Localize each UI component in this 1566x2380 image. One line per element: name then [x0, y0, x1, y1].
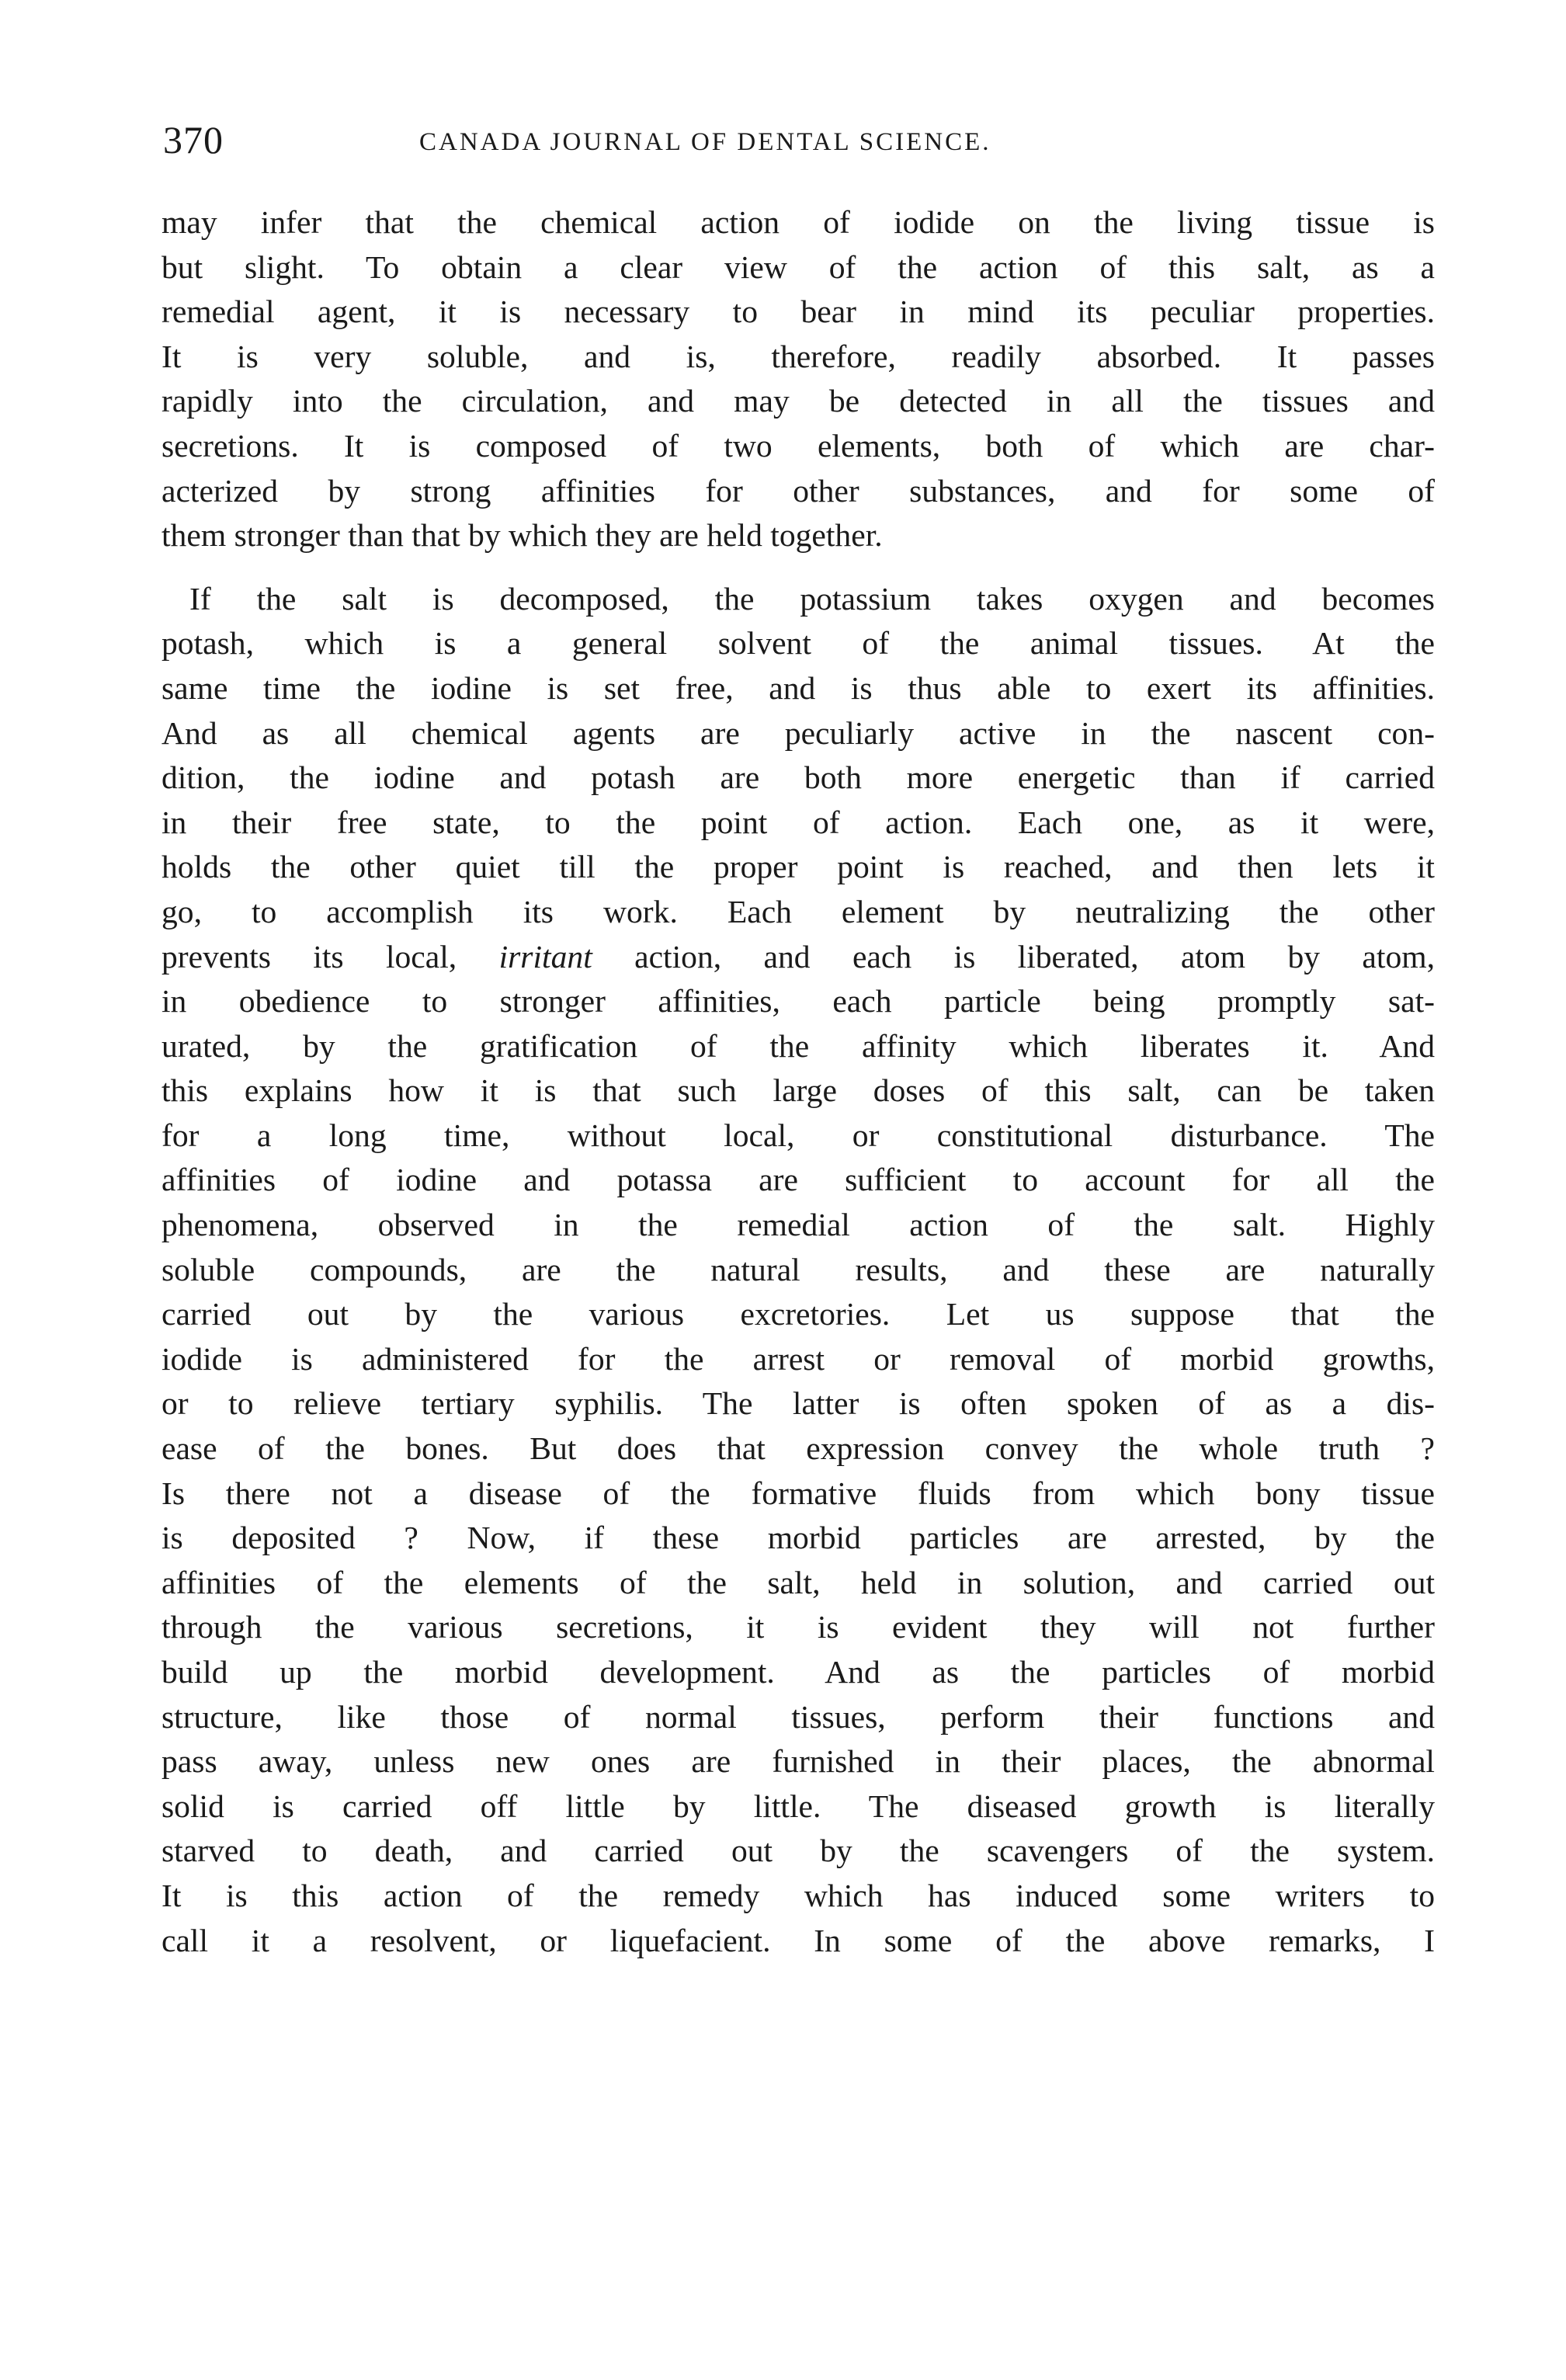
- text-line: ease of the bones. But does that expression convey the whole truth ?: [161, 1430, 1435, 1467]
- text-line: solid is carried off little by little. The diseased growth is literally: [161, 1788, 1435, 1824]
- text-line: them stronger than that by which they are held together.: [161, 517, 883, 554]
- text-line: holds the other quiet till the proper point is reached, and then lets it: [161, 849, 1435, 885]
- text-line: starved to death, and carried out by the scavengers of the system.: [161, 1833, 1435, 1869]
- text-line: is deposited ? Now, if these morbid particles are arrested, by the: [161, 1520, 1435, 1556]
- italic-emphasis: irritant: [498, 938, 592, 975]
- text-line: It is this action of the remedy which has induced some writers to: [161, 1877, 1435, 1913]
- text-line: Is there not a disease of the formative fluids from which bony tissue: [161, 1475, 1435, 1511]
- journal-title: CANADA JOURNAL OF DENTAL SCIENCE.: [419, 128, 991, 156]
- text-line: but slight. To obtain a clear view of the action of this salt, as a: [161, 248, 1435, 285]
- paragraph-2: [161, 577, 1435, 1963]
- text-line: rapidly into the circulation, and may be detected in all the tissues and: [161, 383, 1435, 419]
- text-line: same time the iodine is set free, and is thus able to exert its affinities.: [161, 669, 1435, 706]
- text-line: iodide is administered for the arrest or removal of morbid growths,: [161, 1340, 1435, 1377]
- text-line: soluble compounds, are the natural results, and these are naturally: [161, 1251, 1435, 1287]
- text-line: It is very soluble, and is, therefore, readily absorbed. It passes: [161, 338, 1435, 374]
- text-line: And as all chemical agents are peculiarly active in the nascent con-: [161, 714, 1435, 751]
- text-line: phenomena, observed in the remedial action of the salt. Highly: [161, 1207, 1435, 1243]
- text-line: If the salt is decomposed, the potassium takes oxygen and becomes: [189, 580, 1435, 617]
- text-line: acterized by strong affinities for other substances, and for some of: [161, 472, 1435, 509]
- text-line: in obedience to stronger affinities, each particle being promptly sat-: [161, 983, 1435, 1020]
- text-line: potash, which is a general solvent of the animal tissues. At the: [161, 625, 1435, 662]
- text-line: build up the morbid development. And as the particles of morbid: [161, 1654, 1435, 1690]
- text-line: go, to accomplish its work. Each element by neutralizing the other: [161, 893, 1435, 929]
- page-number: 370: [163, 118, 224, 162]
- text-line: secretions. It is composed of two elements, both of which are char-: [161, 427, 1435, 464]
- running-head: [163, 116, 1436, 171]
- paragraph-1: [161, 200, 1435, 558]
- text-line: in their free state, to the point of action. Each one, as it were,: [161, 804, 1435, 840]
- text-line: through the various secretions, it is evident they will not further: [161, 1609, 1435, 1645]
- text-line: affinities of the elements of the salt, held in solution, and carried out: [161, 1564, 1435, 1600]
- text-line: for a long time, without local, or constitutional disturbance. The: [161, 1117, 1435, 1153]
- text-line: this explains how it is that such large doses of this salt, can be taken: [161, 1072, 1435, 1109]
- text-line: may infer that the chemical action of iodide on the living tissue is: [161, 204, 1435, 240]
- body-text: [161, 200, 1435, 1963]
- text-line-with-emphasis: prevents its local, irritant action, and each is liberated, atom by atom,: [161, 938, 1435, 975]
- text-line: call it a resolvent, or liquefacient. In some of the above remarks, I: [161, 1922, 1435, 1958]
- text-line: structure, like those of normal tissues, perform their functions and: [161, 1698, 1435, 1735]
- text-line: or to relieve tertiary syphilis. The latter is often spoken of as a dis-: [161, 1385, 1435, 1422]
- text-line: pass away, unless new ones are furnished in their places, the abnormal: [161, 1743, 1435, 1780]
- text-line: urated, by the gratification of the affinity which liberates it. And: [161, 1027, 1435, 1064]
- text-line: affinities of iodine and potassa are sufficient to account for all the: [161, 1162, 1435, 1198]
- text-line: dition, the iodine and potash are both more energetic than if carried: [161, 759, 1435, 796]
- text-line: carried out by the various excretories. Let us suppose that the: [161, 1296, 1435, 1332]
- text-line: remedial agent, it is necessary to bear in mind its peculiar properties.: [161, 294, 1435, 330]
